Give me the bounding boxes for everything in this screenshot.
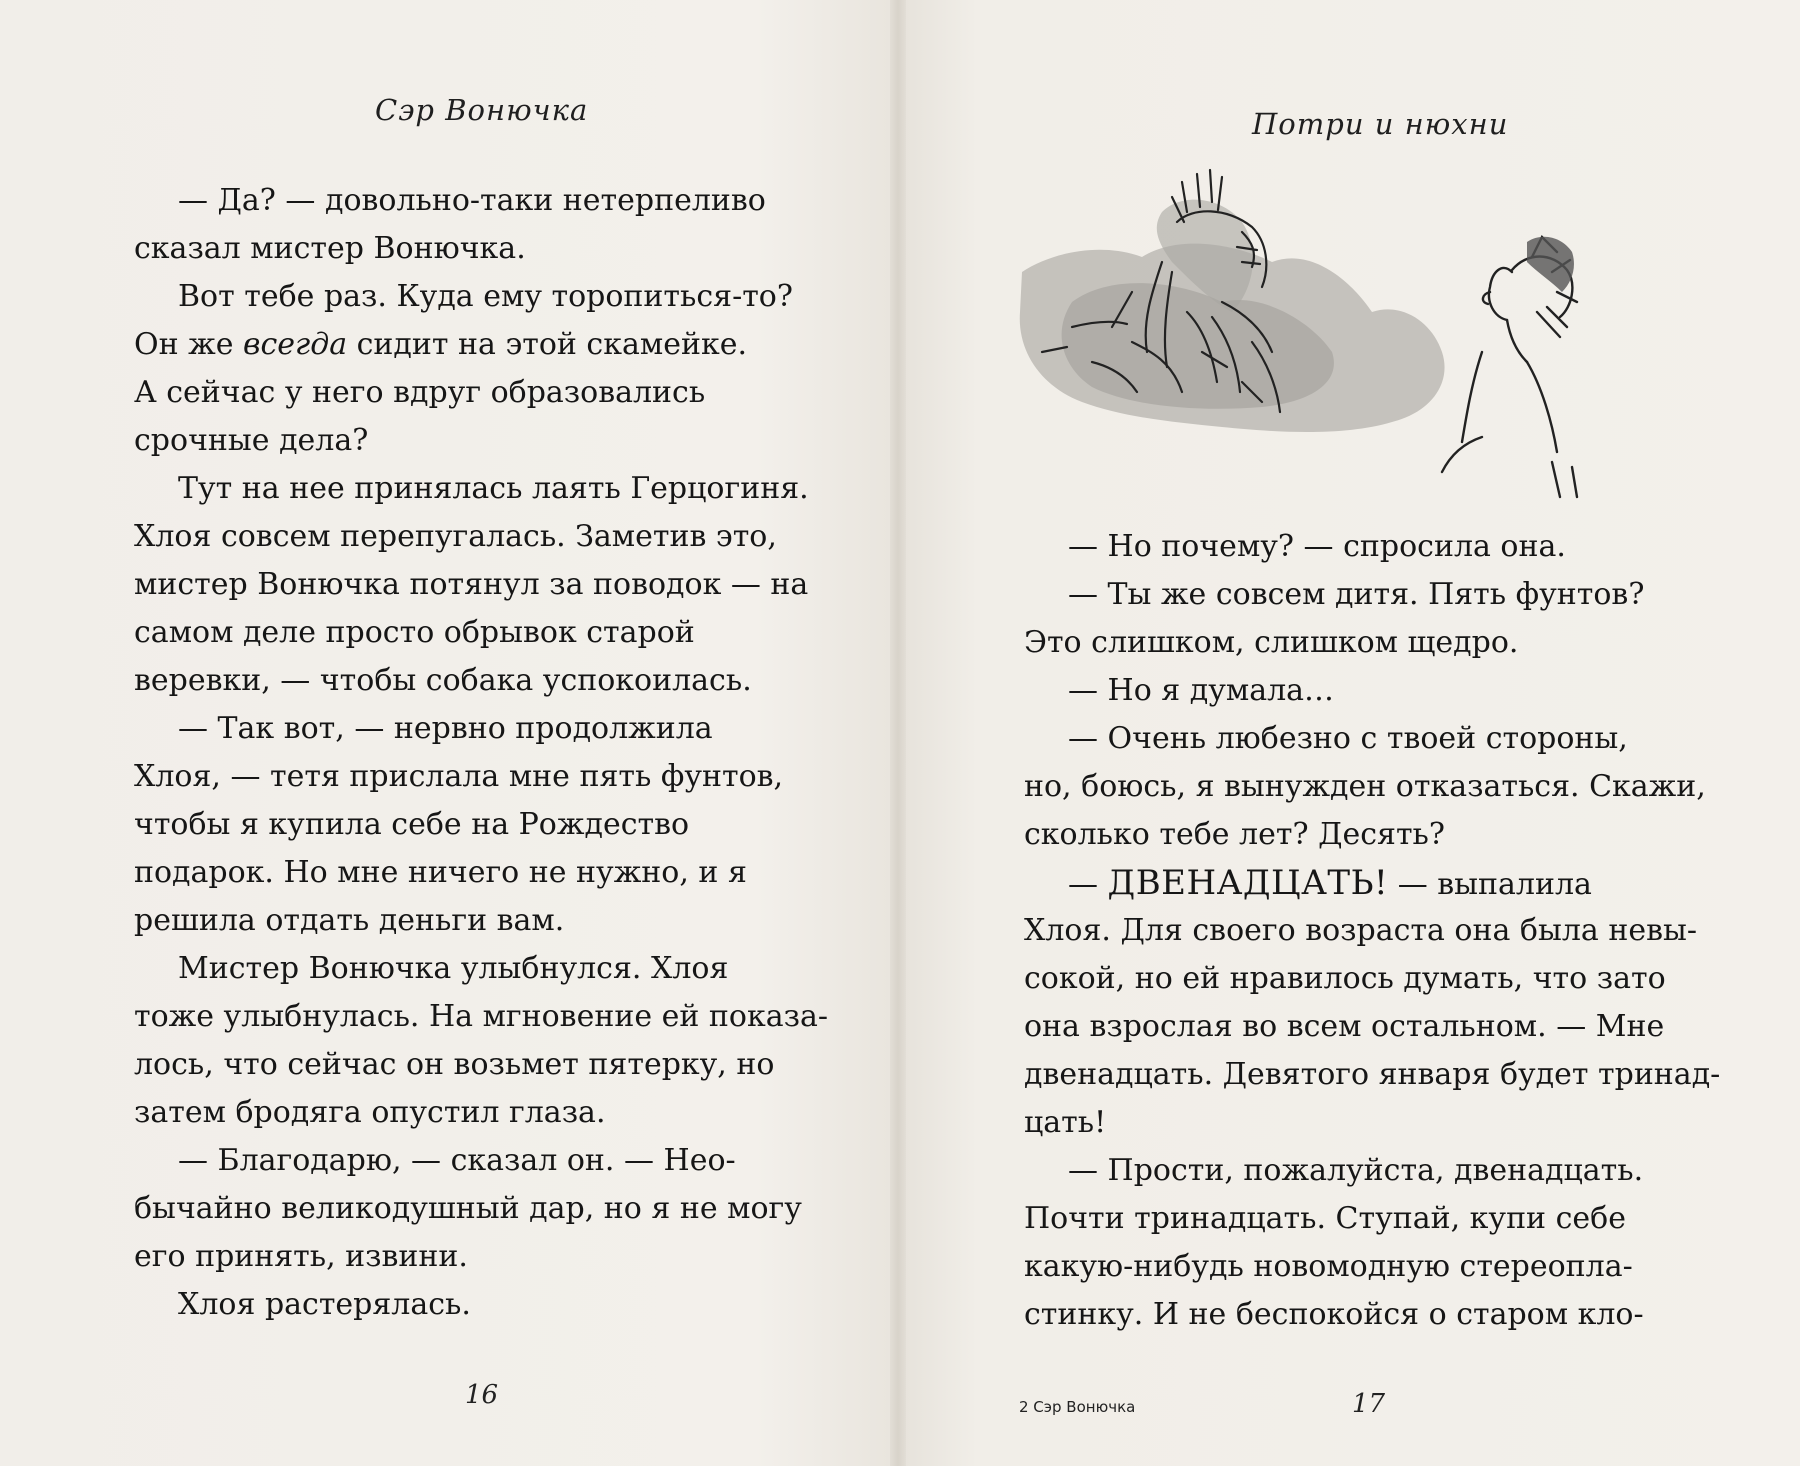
running-head-left: Сэр Вонючка: [375, 93, 589, 127]
text-line: А сейчас у него вдруг образовались: [134, 375, 706, 410]
text-line: сказал мистер Вонючка.: [134, 231, 526, 266]
text-line: Хлоя совсем перепугалась. Заметив это,: [134, 519, 777, 554]
right-page-body: [1024, 523, 1721, 1339]
emphasis-text: всегда: [243, 327, 348, 362]
book-gutter: [890, 0, 906, 1466]
caps-text: ДВЕНАДЦАТЬ!: [1107, 863, 1389, 903]
signature-mark: 2 Сэр Вонючка: [1019, 1398, 1136, 1416]
page-number-left: 16: [465, 1380, 499, 1410]
text-line: она взрослая во всем остальном. — Мне: [1024, 1009, 1665, 1044]
text-line: Хлоя. Для своего возраста она была невы-: [1024, 913, 1697, 948]
text-line: самом деле просто обрывок старой: [134, 615, 695, 650]
text-fragment: —: [1068, 867, 1108, 902]
text-line: стинку. И не беспокойся о старом кло-: [1024, 1297, 1644, 1332]
right-page: [906, 0, 1800, 1466]
page-number-right: 17: [1352, 1389, 1386, 1419]
text-line: срочные дела?: [134, 423, 369, 458]
text-line: [1024, 859, 1592, 907]
text-line: тоже улыбнулась. На мгновение ей показа-: [134, 999, 828, 1034]
text-line: Это слишком, слишком щедро.: [1024, 625, 1519, 660]
text-line: но, боюсь, я вынужден отказаться. Скажи,: [1024, 769, 1706, 804]
text-fragment: — выпалила: [1388, 867, 1592, 902]
text-line: сокой, но ей нравилось думать, что зато: [1024, 961, 1666, 996]
text-line: чтобы я купила себе на Рождество: [134, 807, 690, 842]
text-line: Вот тебе раз. Куда ему торопиться-то?: [178, 279, 793, 314]
text-line: — Благодарю, — сказал он. — Нео-: [178, 1143, 736, 1178]
text-line: какую-нибудь новомодную стереопла-: [1024, 1249, 1633, 1284]
text-fragment: сидит на этой скамейке.: [347, 327, 747, 362]
running-head-right: Потри и нюхни: [1252, 107, 1509, 141]
text-line: — Очень любезно с твоей стороны,: [1068, 721, 1628, 756]
text-line: подарок. Но мне ничего не нужно, и я: [134, 855, 747, 890]
text-line: затем бродяга опустил глаза.: [134, 1095, 606, 1130]
text-fragment: Он же: [134, 327, 244, 362]
text-line: — Да? — довольно-таки нетерпеливо: [178, 183, 766, 218]
text-line: сколько тебе лет? Десять?: [1024, 817, 1445, 852]
text-line: мистер Вонючка потянул за поводок — на: [134, 567, 809, 602]
left-page-body: [134, 177, 828, 1329]
text-line: [134, 321, 754, 369]
text-line: лось, что сейчас он возьмет пятерку, но: [134, 1047, 775, 1082]
text-line: решила отдать деньги вам.: [134, 903, 565, 938]
text-line: бычайно великодушный дар, но я не могу: [134, 1191, 802, 1226]
text-line: Хлоя, — тетя прислала мне пять фунтов,: [134, 759, 784, 794]
text-line: Тут на нее принялась лаять Герцогиня.: [178, 471, 809, 506]
text-line: — Ты же совсем дитя. Пять фунтов?: [1068, 577, 1645, 612]
text-line: цать!: [1024, 1105, 1107, 1140]
text-line: — Так вот, — нервно продолжила: [178, 711, 713, 746]
text-line: Почти тринадцать. Ступай, купи себе: [1024, 1201, 1626, 1236]
text-line: — Но почему? — спросила она.: [1068, 529, 1566, 564]
text-line: Мистер Вонючка улыбнулся. Хлоя: [178, 951, 729, 986]
left-page: [0, 0, 890, 1466]
text-line: его принять, извини.: [134, 1239, 468, 1274]
text-line: веревки, — чтобы собака успокоилась.: [134, 663, 752, 698]
text-line: Хлоя растерялась.: [178, 1287, 471, 1322]
text-line: — Прости, пожалуйста, двенадцать.: [1068, 1153, 1644, 1188]
sketch-illustration: [1012, 152, 1592, 522]
text-line: — Но я думала…: [1068, 673, 1335, 708]
text-line: двенадцать. Девятого января будет тринад-: [1024, 1057, 1721, 1092]
